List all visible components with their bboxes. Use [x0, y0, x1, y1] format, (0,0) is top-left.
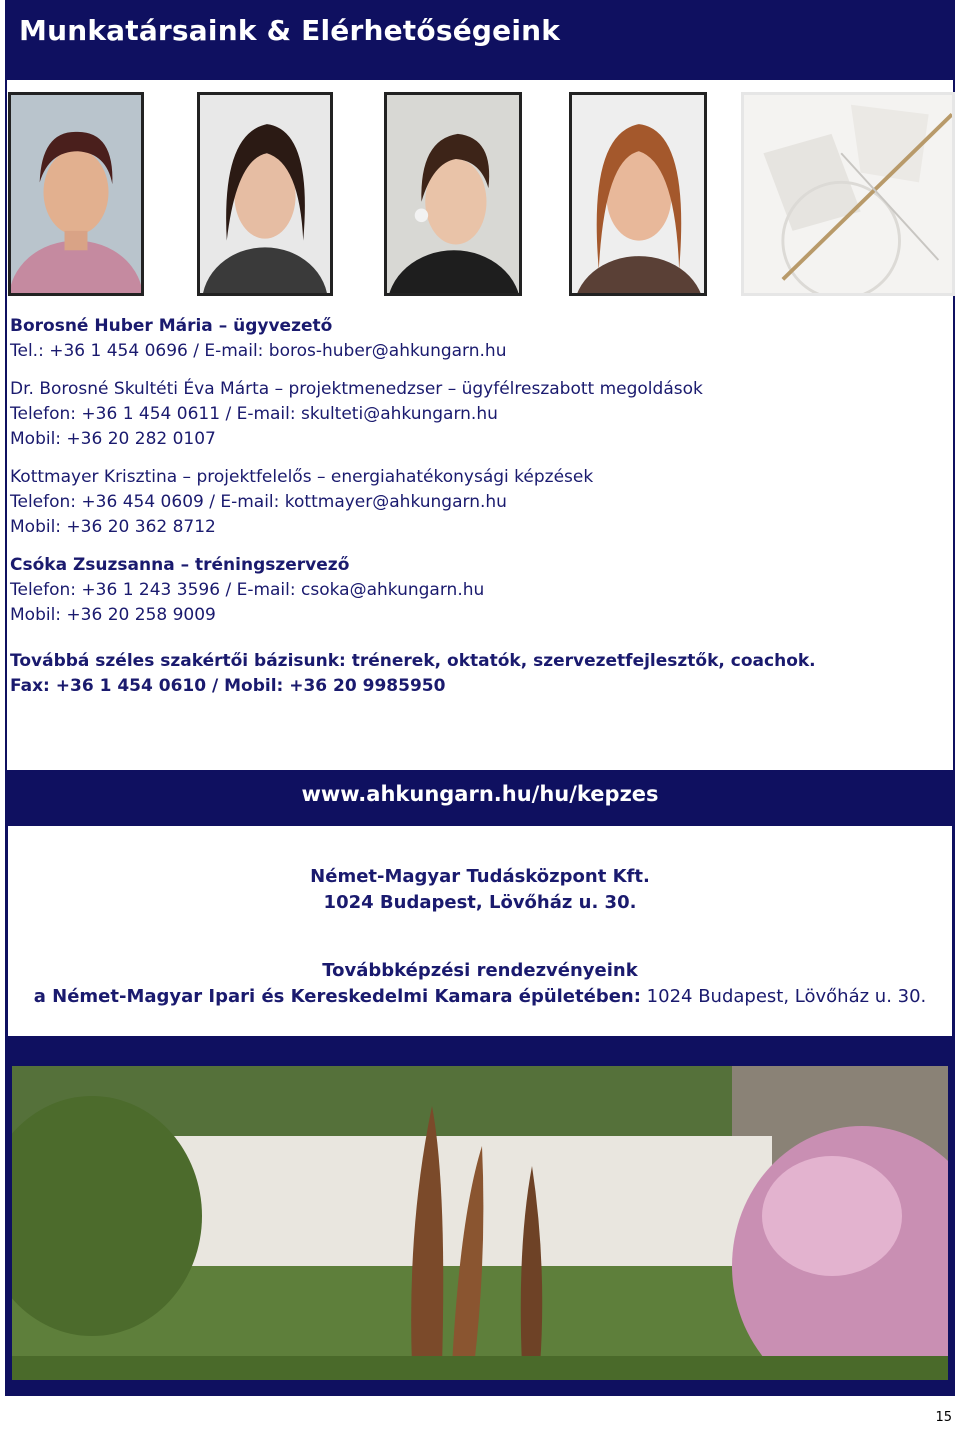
fax-mobile-line: Fax: +36 1 454 0610 / Mobil: +36 20 9985950 — [10, 676, 446, 696]
decorative-relief-image — [741, 92, 955, 296]
contact-entry — [10, 553, 950, 628]
expert-base-section — [10, 649, 950, 699]
contact-name: Dr. Borosné Skultéti Éva Márta – projektmenedzser – ügyfélreszabott megoldások — [10, 379, 703, 399]
contact-line: Telefon: +36 454 0609 / E-mail: kottmayer@ahkungarn.hu — [10, 492, 507, 512]
contact-entry — [10, 377, 950, 452]
company-info-section — [5, 826, 955, 1010]
contact-entry — [10, 314, 950, 364]
header-band — [5, 0, 955, 80]
contact-line: Telefon: +36 1 243 3596 / E-mail: csoka@ahkungarn.hu — [10, 580, 485, 600]
events-venue-address: 1024 Budapest, Lövőház u. 30. — [640, 986, 927, 1007]
events-venue — [5, 984, 955, 1010]
contact-line: Tel.: +36 1 454 0696 / E-mail: boros-huber@ahkungarn.hu — [10, 341, 507, 361]
contact-line: Mobil: +36 20 362 8712 — [10, 517, 216, 537]
portrait-photo-4 — [569, 92, 707, 296]
portrait-photo-1 — [8, 92, 144, 296]
events-title: Továbbképzési rendezvényeink — [322, 960, 638, 981]
left-frame-rule — [5, 80, 7, 770]
expert-base-text: Továbbá széles szakértői bázisunk: trénerek, oktatók, szervezetfejlesztők, coachok. — [10, 651, 816, 671]
company-block — [5, 864, 955, 916]
portrait-photo-2 — [197, 92, 333, 296]
company-name: Német-Magyar Tudásközpont Kft. — [310, 866, 650, 887]
contact-line: Mobil: +36 20 282 0107 — [10, 429, 216, 449]
events-block — [5, 958, 955, 1010]
contact-name: Csóka Zsuzsanna – tréningszervező — [10, 555, 350, 575]
contact-line: Telefon: +36 1 454 0611 / E-mail: skulteti@ahkungarn.hu — [10, 404, 498, 424]
portrait-photo-3 — [384, 92, 522, 296]
contact-name: Kottmayer Krisztina – projektfelelős – energiahatékonysági képzések — [10, 467, 594, 487]
page-title: Munkatársaink & Elérhetőségeink — [19, 14, 561, 47]
contact-name: Borosné Huber Mária – ügyvezető — [10, 316, 333, 336]
page-number: 15 — [935, 1410, 952, 1425]
contact-entry — [10, 465, 950, 540]
events-venue-name: a Német-Magyar Ipari és Kereskedelmi Kamara épületében: — [33, 986, 641, 1007]
contacts-section — [10, 314, 950, 699]
website-band — [5, 770, 955, 826]
garden-sculpture-photo — [12, 1066, 948, 1380]
contact-line: Mobil: +36 20 258 9009 — [10, 605, 216, 625]
company-address: 1024 Budapest, Lövőház u. 30. — [323, 892, 637, 913]
website-link[interactable]: www.ahkungarn.hu/hu/kepzes — [301, 782, 659, 806]
